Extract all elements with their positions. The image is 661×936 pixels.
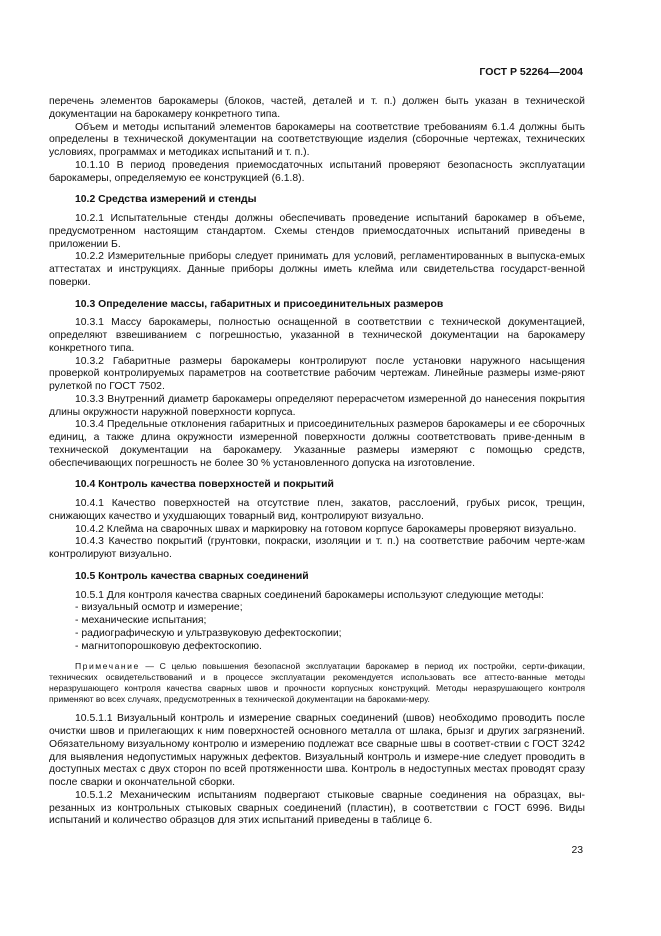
standard-header: ГОСТ Р 52264—2004 xyxy=(479,66,583,78)
methods-list xyxy=(49,602,585,653)
paragraph: 10.4.2 Клейма на сварочных швах и маркировку на готовом корпусе барокамеры проверяют визуально. xyxy=(75,523,577,535)
paragraph: 10.5.1 Для контроля качества сварных соединений барокамеры используют следующие методы: xyxy=(75,589,544,601)
paragraph: 10.3.1 Массу барокамеры, полностью оснащенной в соответствии с технической документацией, определяют взвешиванием с погрешностью, указанной в технической документации на барокамеру конкретного типа. xyxy=(49,317,585,354)
list-item: - визуальный осмотр и измерение; xyxy=(75,602,243,614)
paragraph: 10.5.1.2 Механическим испытаниям подвергают стыковые сварные соединения на образцах, вы-резанных из контрольных стыковых сварных соединений (пластин), в соответствии с ГОСТ 6996. Виды испытаний и количество образцов для этих испытаний приведены в таблице 6. xyxy=(49,789,585,827)
paragraph: 10.4.3 Качество покрытий (грунтовки, покраски, изоляции и т. п.) на соответствие рабочим черте-жам контролируют визуально. xyxy=(49,536,585,560)
paragraph: 10.5.1.1 Визуальный контроль и измерение сварных соединений (швов) необходимо проводить после очистки швов и прилегающих к ним поверхностей основного металла от шлака, брызг и других загрязнений. Обязательному визуальному контролю и измерению подлежат все сварные швы в соответ-ствии с ГОСТ 3242 для выявления недопустимых наружных дефектов. Визуальный контроль и измере-ние следует проводить в доступных местах с двух сторон по всей протяженности шва. Контроль в недоступных местах проводят сразу после сварки и окончательной сборки. xyxy=(49,713,585,788)
page-content xyxy=(49,96,585,828)
section-heading-10-3: 10.3 Определение массы, габаритных и присоединительных размеров xyxy=(75,298,444,310)
paragraph: перечень элементов барокамеры (блоков, частей, деталей и т. п.) должен быть указан в технической документации на барокамеру конкретного типа. xyxy=(49,96,585,120)
paragraph: 10.2.1 Испытательные стенды должны обеспечивать проведение испытаний барокамер в объеме, предусмотренном настоящим стандартом. Схемы стендов приемосдаточных испытаний приведены в приложении Б. xyxy=(49,213,585,250)
note-text: — С целью повышения безопасной эксплуатации барокамер в период их постройки, серти-фикации, технических освидетельствований и в процессе эксплуатации рекомендуется использовать все аттесто-ванные методы неразрушающего контроля качества сварных швов и прочности корпусных конструкций. Методы неразрушающего контроля применяют во всех случаях, предусмотренных в технической документации на бароками-меру. xyxy=(49,661,585,705)
paragraph: 10.3.3 Внутренний диаметр барокамеры определяют перерасчетом измеренной до нанесения покрытия длины окружности наружной поверхности корпуса. xyxy=(49,393,585,418)
section-heading-10-5: 10.5 Контроль качества сварных соединений xyxy=(75,570,309,582)
paragraph: 10.4.1 Качество поверхностей на отсутствие плен, закатов, расслоений, грубых рисок, трещин, снижающих качество и ухудшающих товарный вид, контролируют визуально. xyxy=(49,498,585,522)
paragraph: Объем и методы испытаний элементов барокамеры на соответствие требованиям 6.1.4 должны быть определены в технической документации на соответствующие изделия (сборочные чертежах, технических условиях, программах и методиках испытаний и т. п.). xyxy=(49,121,585,158)
paragraph: 10.3.2 Габаритные размеры барокамеры контролируют после установки наружного насыщения проверкой контролируемых параметров на соответствие рабочим чертежам. Линейные размеры изме-ряют рулеткой по ГОСТ 7502. xyxy=(49,355,585,392)
page-number: 23 xyxy=(571,845,583,856)
section-heading-10-2: 10.2 Средства измерений и стенды xyxy=(75,194,257,206)
paragraph: 10.1.10 В период проведения приемосдаточных испытаний проверяют безопасность эксплуатации барокамеры, определяемую ее конструкцией (6.1.8). xyxy=(49,159,585,184)
list-item: - магнитопорошковую дефектоскопию. xyxy=(75,640,262,652)
paragraph: 10.2.2 Измерительные приборы следует принимать для условий, регламентированных в выпуска-емых аттестатах и инструкциях. Данные приборы должны иметь клейма или свидетельства государст-венной поверки. xyxy=(49,251,585,288)
paragraph: 10.3.4 Предельные отклонения габаритных и присоединительных размеров барокамеры и ее сборочных единиц, а также длина окружности измеренной поверхности должны соответствовать приве-денным в технической документации на барокамеру. Указанные размеры измеряют с помощью средств, обеспечивающих погрешность не более 30 % установленного допуска на изготовление. xyxy=(49,419,585,469)
note xyxy=(49,661,585,705)
list-item: - механические испытания; xyxy=(75,615,207,626)
note-label: Примечание xyxy=(75,661,140,672)
list-item: - радиографическую и ультразвуковую дефектоскопии; xyxy=(75,627,342,639)
section-heading-10-4: 10.4 Контроль качества поверхностей и покрытий xyxy=(75,479,334,491)
